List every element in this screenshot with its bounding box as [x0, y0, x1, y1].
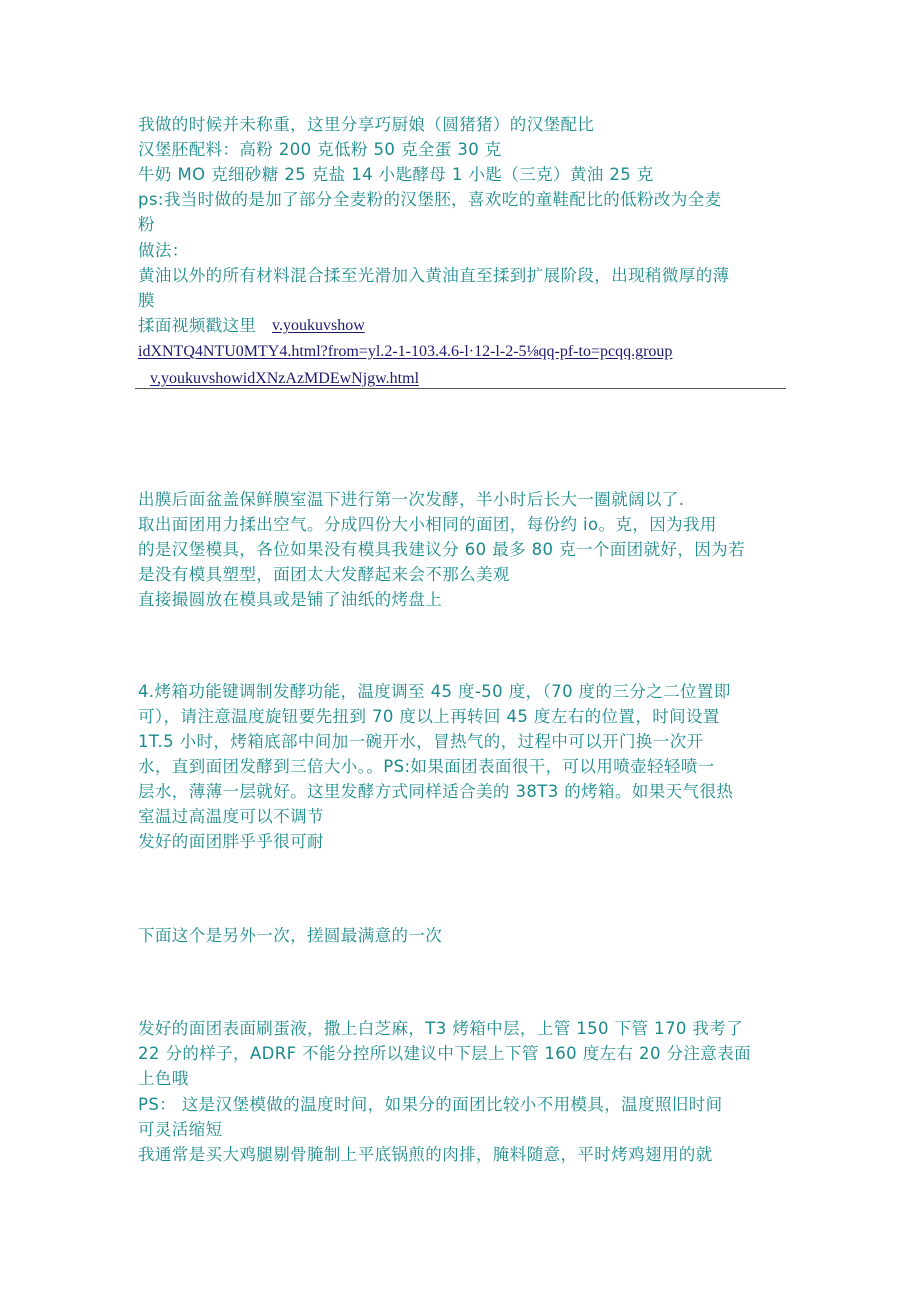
text-line: 的是汉堡模具，各位如果没有模具我建议分 60 最多 80 克一个面团就好，因为若: [138, 540, 745, 559]
text-line: 上色哦: [138, 1069, 189, 1088]
text-line: 是没有模具塑型，面团太大发酵起来会不那么美观: [138, 565, 510, 584]
text-line: 出膜后面盆盖保鲜膜室温下进行第一次发酵，半小时后长大一圈就阔以了.: [138, 490, 685, 509]
text-line: 汉堡胚配料：高粉 200 克低粉 50 克全蛋 30 克: [138, 140, 502, 159]
text-line: 室温过高温度可以不调节: [138, 807, 324, 826]
video-link-2[interactable]: v,youkuvshowidXNzAzMDEwNjgw.html: [150, 370, 420, 387]
text-line: 可灵活缩短: [138, 1120, 223, 1139]
text-line: 4.烤箱功能键调制发酵功能，温度调至 45 度-50 度，（70 度的三分之二位置即: [138, 682, 731, 701]
text-line: 发好的面团表面刷蛋液，撒上白芝麻，T3 烤箱中层，上管 150 下管 170 我考了: [138, 1019, 744, 1038]
divider: [135, 388, 786, 389]
text-line: 1T.5 小时，烤箱底部中间加一碗开水，冒热气的，过程中可以开门换一次开: [138, 732, 704, 751]
text-line: 取出面团用力揉出空气。分成四份大小相同的面团，每份约 io。克，因为我用: [138, 515, 717, 534]
text-line: 22 分的样子，ADRF 不能分控所以建议中下层上下管 160 度左右 20 分注意表面: [138, 1044, 752, 1063]
text-line: 我通常是买大鸡腿剔骨腌制上平底锅煎的肉排，腌料随意，平时烤鸡翅用的就: [138, 1145, 713, 1164]
text-line: PS： 这是汉堡模做的温度时间，如果分的面团比较小不用模具，温度照旧时间: [138, 1095, 723, 1114]
text-line: 粉: [138, 215, 155, 234]
text-line: 做法：: [138, 241, 189, 260]
text-line: 发好的面团胖乎乎很可耐: [138, 832, 324, 851]
text-line: 可），请注意温度旋钮要先扭到 70 度以上再转回 45 度左右的位置，时间设置: [138, 707, 720, 726]
text-line: 我做的时候并未称重，这里分享巧厨娘（圆猪猪）的汉堡配比: [138, 115, 595, 134]
video-link-intro: 揉面视频戳这里: [138, 316, 257, 335]
text-line: 下面这个是另外一次，搓圆最满意的一次: [138, 926, 443, 945]
text-line: 牛奶 MO 克细砂糖 25 克盐 14 小匙酵母 1 小匙（三克）黄油 25 克: [138, 165, 654, 184]
text-line: 黄油以外的所有材料混合揉至光滑加入黄油直至揉到扩展阶段，出现稍微厚的薄: [138, 266, 730, 285]
video-link-1-continued[interactable]: idXNTQ4NTU0MTY4.html?from=yl.2-1-103.4.6-l·12-l-2-5⅛qq-pf-to=pcqq.group: [138, 343, 673, 360]
text-line: 水，直到面团发酵到三倍大小。。PS:如果面团表面很干，可以用喷壶轻轻喷一: [138, 757, 715, 776]
text-line: ps:我当时做的是加了部分全麦粉的汉堡胚，喜欢吃的童鞋配比的低粉改为全麦: [138, 190, 722, 209]
text-line: 层水，薄薄一层就好。这里发酵方式同样适合美的 38T3 的烤箱。如果天气很热: [138, 782, 734, 801]
text-line: 膜: [138, 291, 155, 310]
text-line: 直接撮圆放在模具或是铺了油纸的烤盘上: [138, 590, 443, 609]
video-link-1[interactable]: v.youkuvshow: [272, 317, 365, 334]
